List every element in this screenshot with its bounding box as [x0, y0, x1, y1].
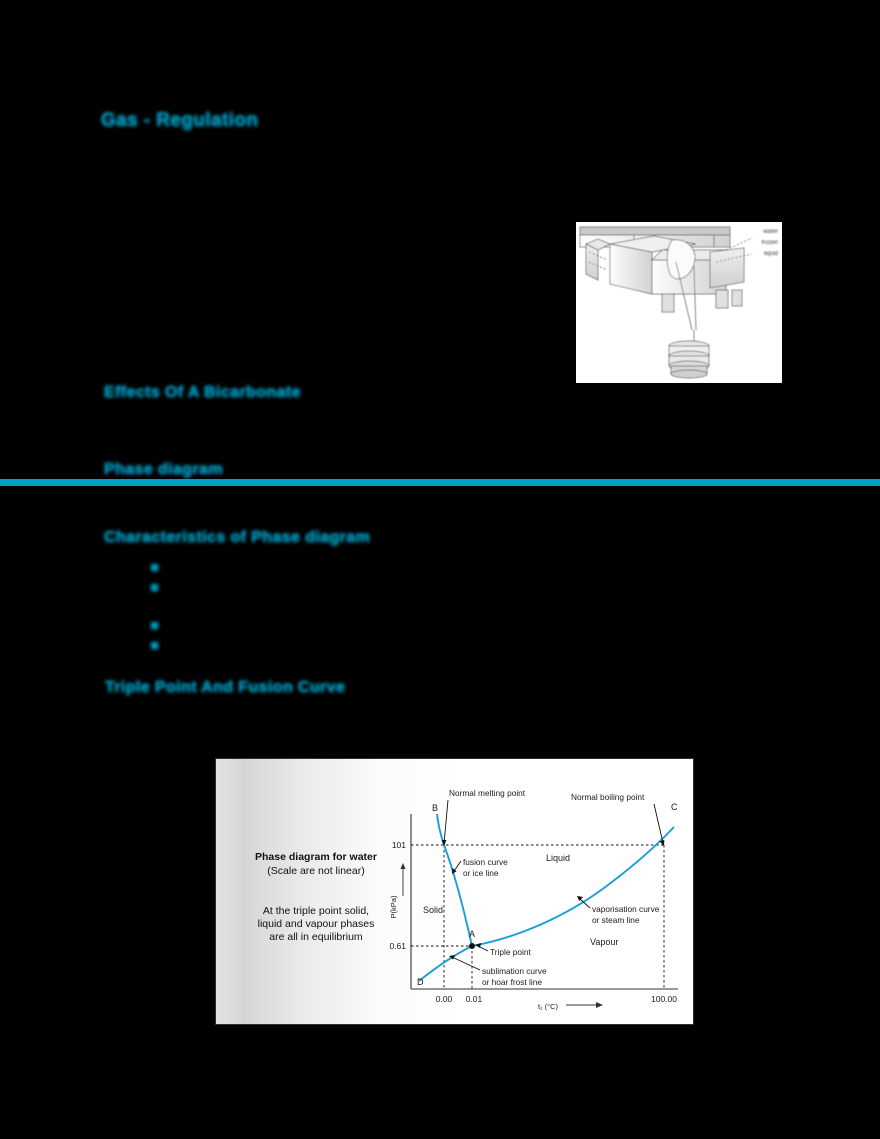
list-item: ■ [150, 617, 160, 634]
x-tick-001: 0.01 [465, 994, 483, 1004]
characteristics-bullet-list [150, 558, 350, 656]
annotation-normal-melting-point [442, 788, 526, 846]
section-heading-phase-diagram: Phase diagram [104, 461, 224, 478]
chart-title: Phase diagram for water [255, 851, 377, 863]
chart-subtitle: (Scale are not linear) [267, 865, 365, 877]
svg-text:P(kPa): P(kPa) [389, 895, 398, 919]
annotation-triple-point [475, 943, 531, 957]
apparatus-label-liquid: liquid [763, 251, 778, 257]
y-tick-101: 101 [391, 840, 406, 850]
annotation-normal-boiling-point [571, 792, 664, 846]
section-divider-rule [0, 479, 880, 486]
svg-text:vaporisation curve: vaporisation curve [592, 904, 660, 914]
section-heading-measurement: Effects Of A Bicarbonate [104, 384, 301, 401]
point-label-a: A [469, 929, 476, 939]
fusion-curve [437, 814, 472, 946]
point-label-d: D [417, 977, 424, 987]
page-title: Gas - Regulation [101, 110, 259, 131]
annotation-vaporisation-curve [577, 896, 660, 925]
svg-text:sublimation curve: sublimation curve [482, 966, 547, 976]
apparatus-label-frozen: frozen [761, 240, 778, 246]
region-label-solid: Solid [423, 905, 444, 915]
svg-text:Normal melting point: Normal melting point [449, 788, 526, 798]
svg-text:Triple point: Triple point [490, 947, 531, 957]
list-item: ■ [150, 637, 160, 654]
list-item: ■ [150, 559, 160, 576]
chart-note-line1: At the triple point solid, [262, 905, 370, 917]
y-tick-061: 0.61 [389, 941, 406, 951]
section-heading-characteristics: Characteristics of Phase diagram [104, 529, 371, 546]
svg-text:t₁ (°C): t₁ (°C) [537, 1002, 559, 1011]
list-item: ■ [150, 579, 160, 596]
svg-text:or steam line: or steam line [592, 915, 640, 925]
svg-text:or hoar frost line: or hoar frost line [482, 977, 542, 987]
svg-text:or ice line: or ice line [463, 868, 499, 878]
point-label-b: B [432, 803, 439, 813]
apparatus-figure [575, 221, 783, 384]
chart-note-line3: are all in equilibrium [269, 931, 363, 943]
region-label-vapour: Vapour [590, 937, 619, 947]
sublimation-curve [419, 946, 472, 981]
chart-note-line2: liquid and vapour phases [257, 918, 375, 930]
x-tick-10000: 100.00 [651, 994, 677, 1004]
annotation-sublimation-curve [449, 955, 547, 987]
phase-diagram-figure [215, 758, 694, 1025]
point-label-c: C [671, 802, 678, 812]
x-axis-label [538, 1002, 603, 1011]
svg-text:fusion curve: fusion curve [463, 857, 508, 867]
y-axis-label [389, 863, 406, 918]
section-heading-triple-point-line: Triple Point And Fusion Curve [105, 679, 346, 696]
region-label-liquid: Liquid [546, 853, 571, 863]
apparatus-label-water: water [763, 229, 778, 235]
annotation-fusion-curve [452, 857, 508, 878]
x-tick-000: 0.00 [435, 994, 453, 1004]
triple-point-marker [469, 943, 475, 949]
svg-text:Normal boiling point: Normal boiling point [571, 792, 645, 802]
